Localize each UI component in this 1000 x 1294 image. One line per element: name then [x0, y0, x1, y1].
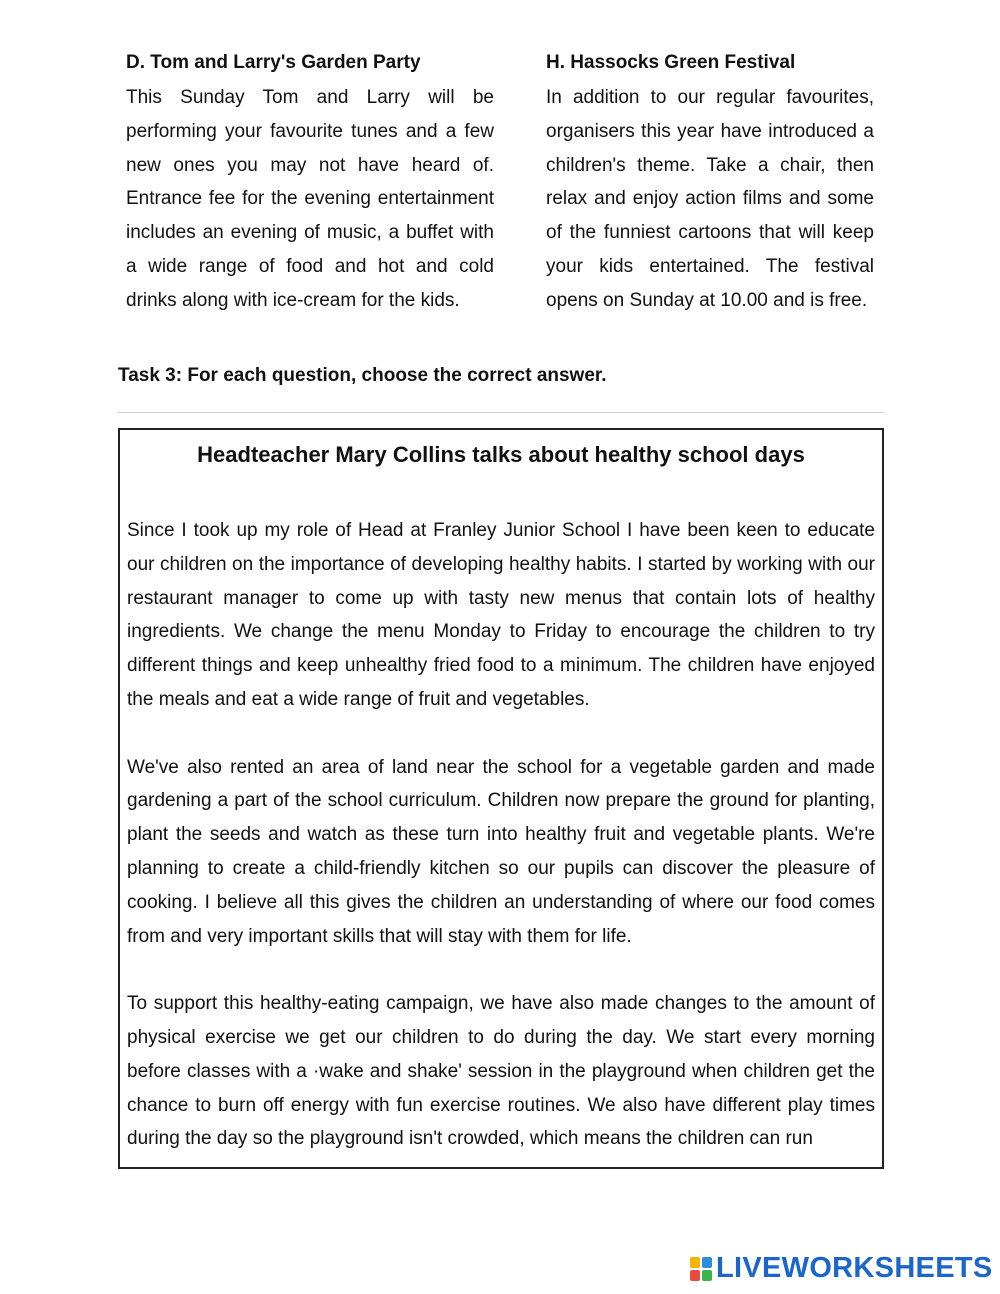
logo-square-icon — [702, 1270, 712, 1281]
logo-square-icon — [690, 1257, 700, 1268]
advert-h — [546, 50, 874, 318]
liveworksheets-logo[interactable] — [690, 1252, 993, 1285]
liveworksheets-logo-icon — [690, 1257, 712, 1281]
advert-d-title: D. Tom and Larry's Garden Party — [126, 52, 421, 73]
logo-square-icon — [702, 1257, 712, 1268]
divider — [118, 412, 884, 413]
advert-h-title: H. Hassocks Green Festival — [546, 52, 796, 73]
logo-square-icon — [690, 1270, 700, 1281]
logo-text: LIVEWORKSHEETS — [716, 1252, 993, 1284]
article-paragraph: We've also rented an area of land near the school for a vegetable garden and made gardening a part of the school curriculum. Children now prepare the ground for planting, plant the seeds and watch as these turn into healthy fruit and vegetable plants. We're planning to create a child-friendly kitchen so our pupils can discover the pleasure of cooking. I believe all this gives the children an understanding of where our food comes from and very important skills that will stay with them for life. — [127, 756, 875, 947]
article-paragraph: Since I took up my role of Head at Franley Junior School I have been keen to educate our children on the importance of developing healthy habits. I started by working with our restaurant manager to come up with tasty new menus that contain lots of healthy ingredients. We change the menu Monday to Friday to encourage the children to try different things and keep unhealthy fried food to a minimum. The children have enjoyed the meals and eat a wide range of fruit and vegetables. — [127, 520, 875, 710]
advert-h-text: In addition to our regular favourites, organisers this year have introduced a children's theme. Take a chair, then relax and enjoy action films and some of the funniest cartoons that will keep your kids entertained. The festival opens on Sunday at 10.00 and is free. — [546, 87, 874, 311]
article-paragraph: To support this healthy-eating campaign, we have also made changes to the amount of physical exercise we get our children to do during the day. We start every morning before classes with a ·wake and shake' session in the playground when children get the chance to burn off energy with fun exercise routines. We also have different play times during the day so the playground isn't crowded, which means the children can run — [127, 993, 875, 1150]
advert-d — [126, 50, 494, 318]
advert-d-text: This Sunday Tom and Larry will be performing your favourite tunes and a few new ones you may not have heard of. Entrance fee for the evening entertainment includes an evening of music, a buffet with a wide range of food and hot and cold drinks along with ice-cream for the kids. — [126, 87, 494, 311]
article-body — [127, 514, 875, 1169]
task-instruction: Task 3: For each question, choose the correct answer. — [118, 365, 607, 386]
article-title: Headteacher Mary Collins talks about healthy school days — [197, 442, 805, 467]
article-box — [118, 428, 884, 1169]
